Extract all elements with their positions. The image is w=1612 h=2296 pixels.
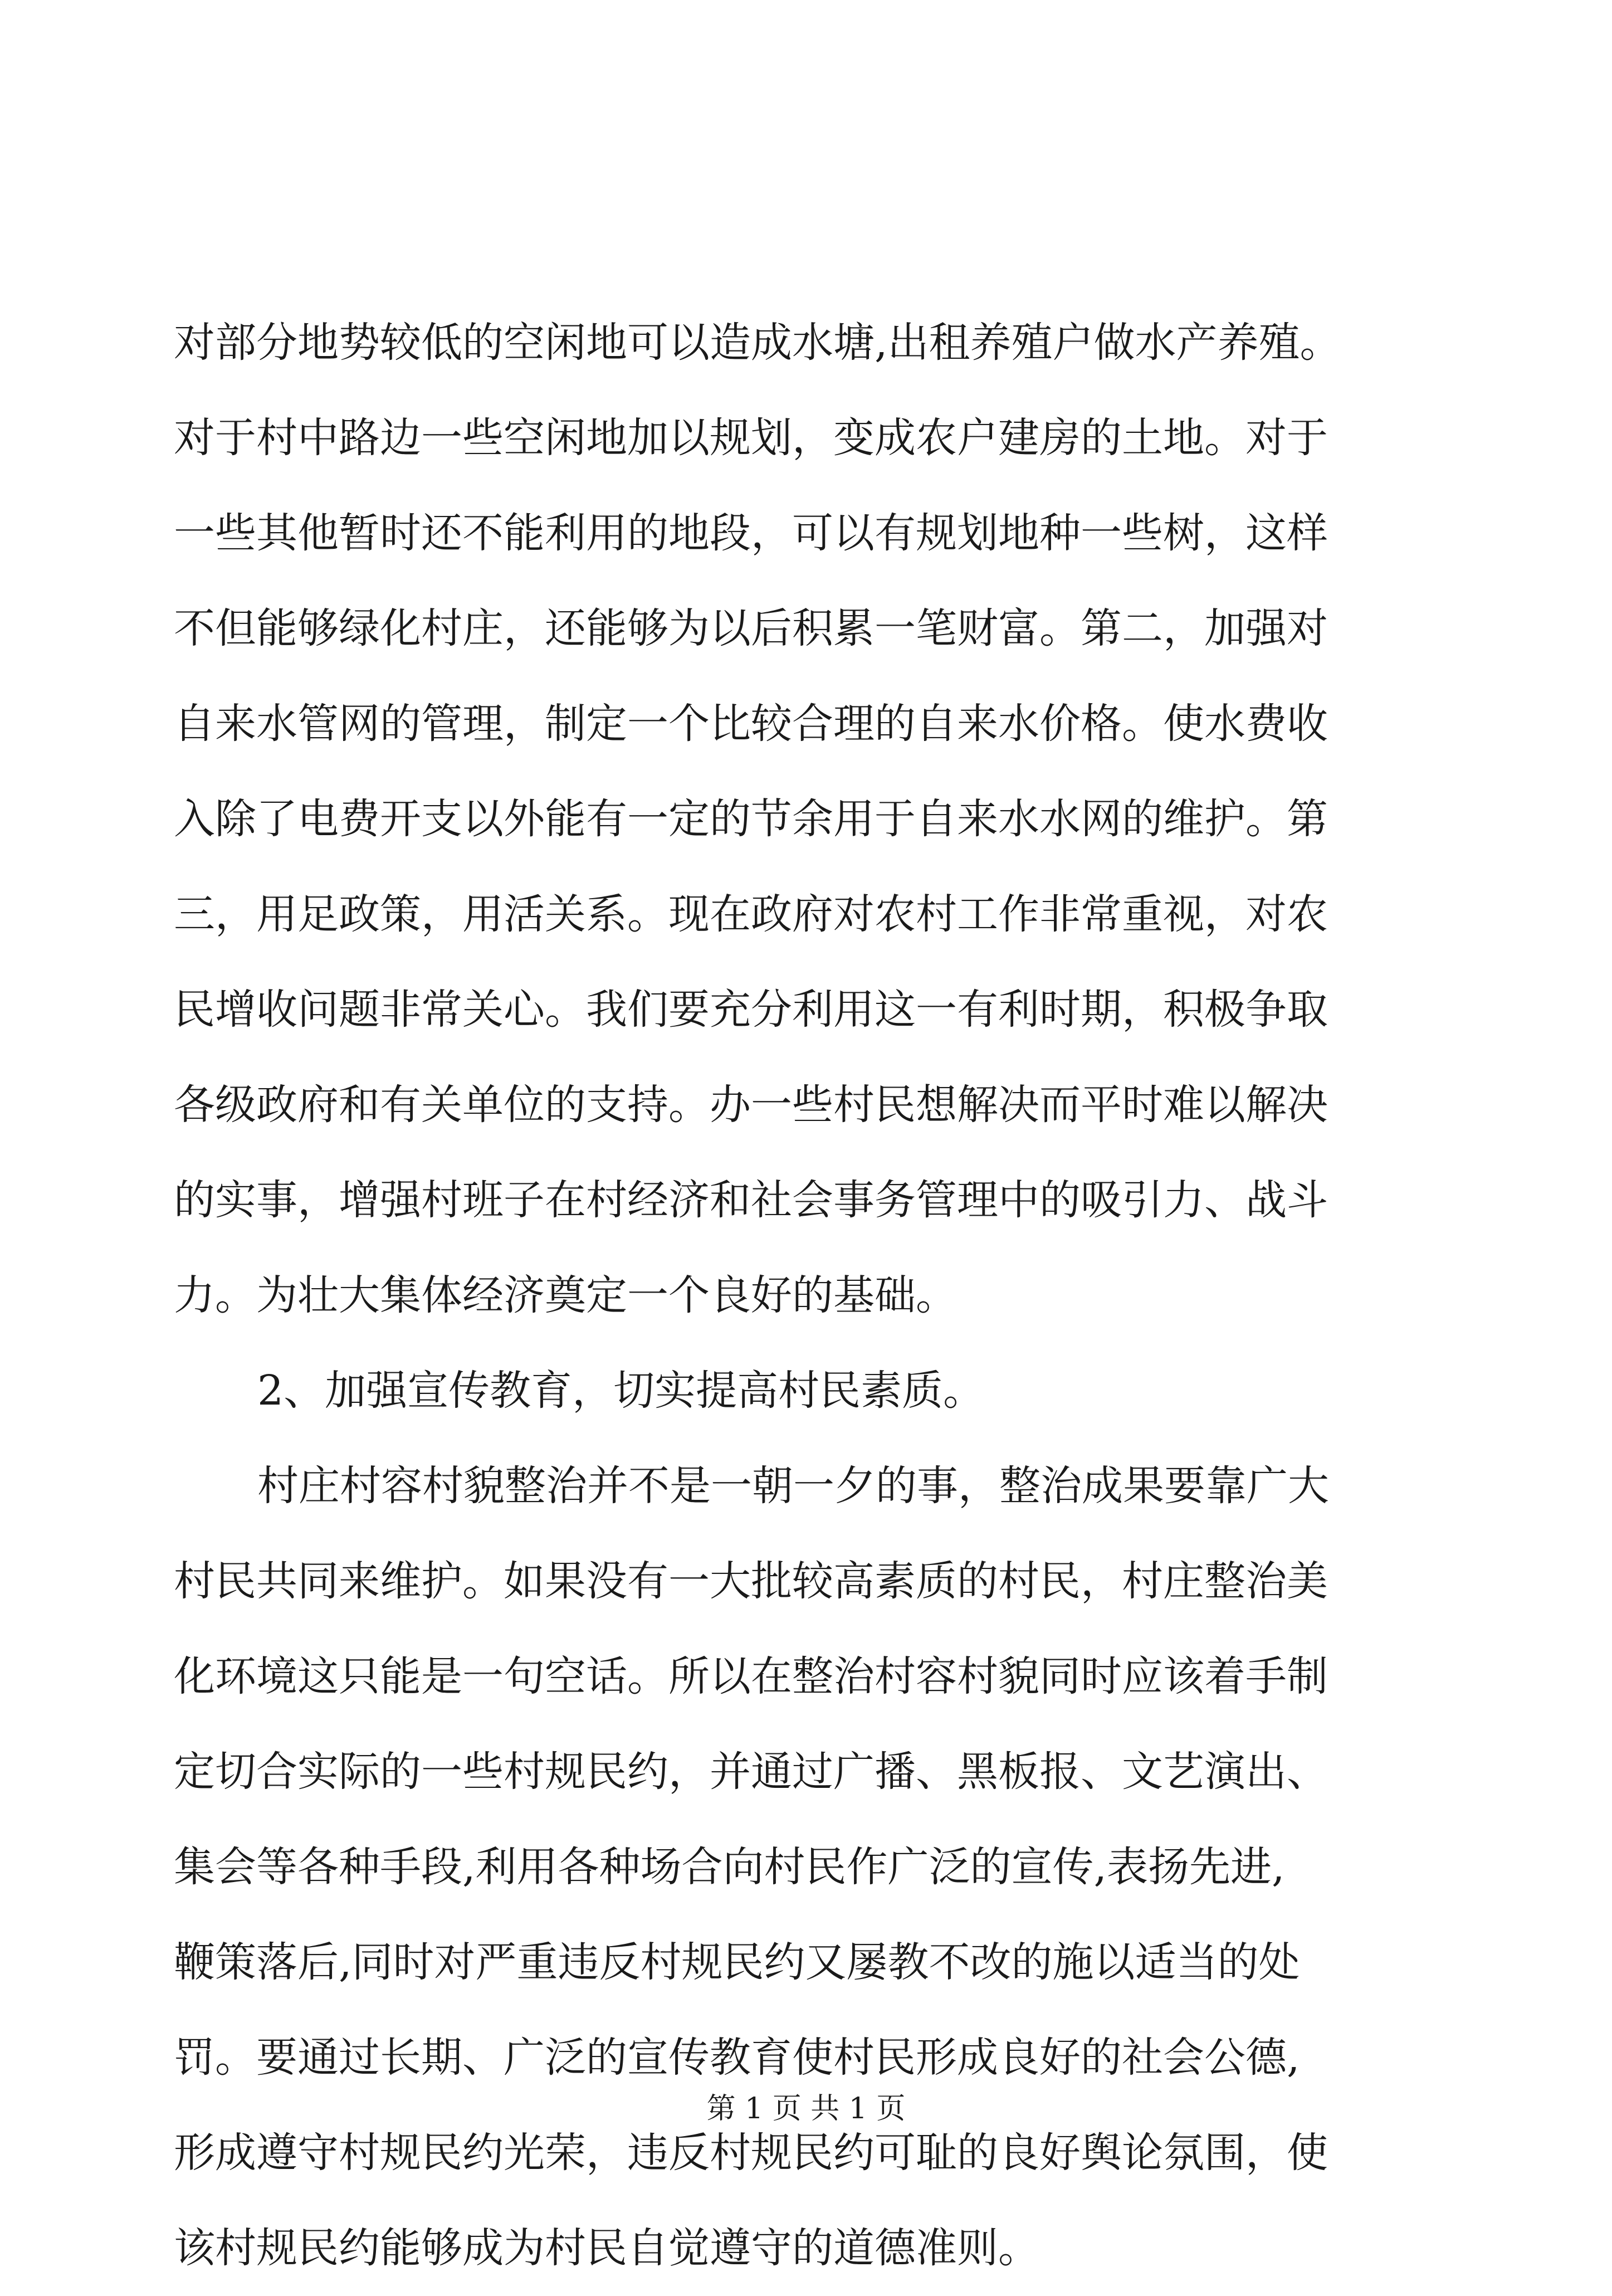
paragraph-first-line: 村庄村容村貌整治并不是一朝一夕的事，整治成果要靠广大 <box>257 1462 1329 1510</box>
text-line: 入除了电费开支以外能有一定的节余用于自来水水网的维护。第 <box>174 795 1328 843</box>
text-line: 鞭策落后,同时对严重违反村规民约又屡教不改的施以适当的处 <box>174 1938 1300 1986</box>
text-line: 各级政府和有关单位的支持。办一些村民想解决而平时难以解决 <box>174 1081 1328 1129</box>
text-line: 不但能够绿化村庄，还能够为以后积累一笔财富。第二，加强对 <box>174 605 1328 652</box>
text-line: 化环境这只能是一句空话。所以在整治村容村貌同时应该着手制 <box>174 1652 1328 1700</box>
text-line: 一些其他暂时还不能利用的地段，可以有规划地种一些树，这样 <box>174 509 1328 557</box>
text-line: 定切合实际的一些村规民约，并通过广播、黑板报、文艺演出、 <box>174 1748 1328 1796</box>
document-body <box>174 295 1455 2296</box>
section-heading: 2、加强宣传教育，切实提高村民素质。 <box>257 1367 985 1415</box>
page-number: 第 1 页 共 1 页 <box>706 2092 906 2126</box>
text-line: 自来水管网的管理，制定一个比较合理的自来水价格。使水费收 <box>174 700 1328 748</box>
text-line: 的实事，增强村班子在村经济和社会事务管理中的吸引力、战斗 <box>174 1176 1328 1224</box>
text-line: 该村规民约能够成为村民自觉遵守的道德准则。 <box>174 2224 1039 2272</box>
text-line: 对部分地势较低的空闲地可以造成水塘,出租养殖户做水产养殖。 <box>174 319 1341 367</box>
text-line: 形成遵守村规民约光荣，违反村规民约可耻的良好舆论氛围，使 <box>174 2129 1328 2177</box>
text-line: 民增收问题非常关心。我们要充分利用这一有利时期，积极争取 <box>174 986 1328 1034</box>
text-line: 罚。要通过长期、广泛的宣传教育使村民形成良好的社会公德, <box>174 2034 1300 2081</box>
page-footer <box>0 2089 1612 2128</box>
text-line: 力。为壮大集体经济奠定一个良好的基础。 <box>174 1271 957 1319</box>
text-line: 对于村中路边一些空闲地加以规划，变成农户建房的土地。对于 <box>174 414 1328 462</box>
text-line: 三，用足政策，用活关系。现在政府对农村工作非常重视，对农 <box>174 890 1328 938</box>
text-line: 村民共同来维护。如果没有一大批较高素质的村民，村庄整治美 <box>174 1557 1328 1605</box>
text-line: 集会等各种手段,利用各种场合向村民作广泛的宣传,表扬先进, <box>174 1843 1285 1891</box>
